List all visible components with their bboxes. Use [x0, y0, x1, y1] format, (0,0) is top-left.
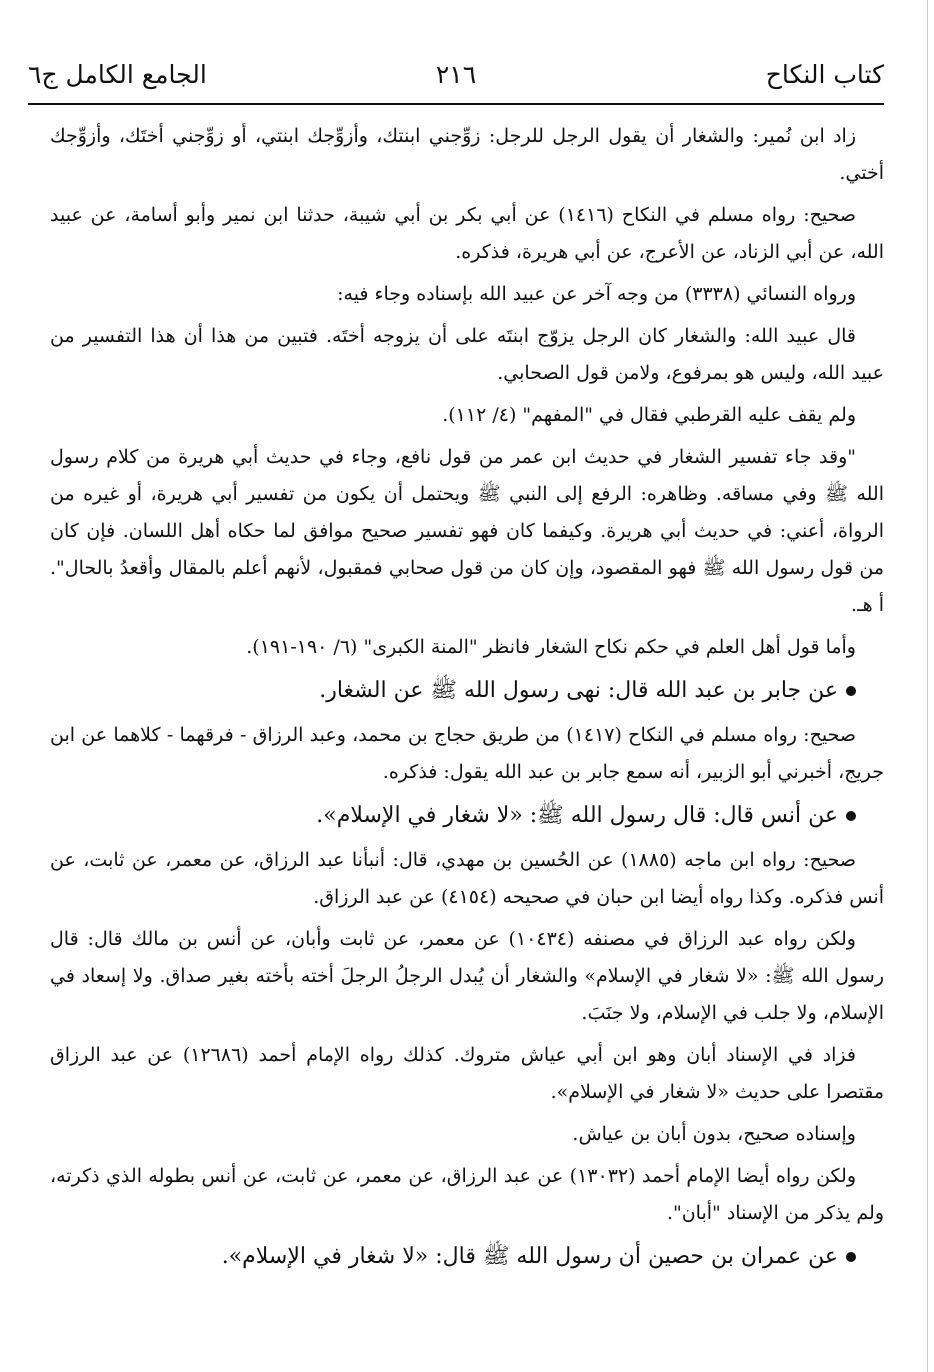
hadith-line: عن عمران بن حصين أن رسول الله ﷺ قال: «لا شغار في الإسلام».: [221, 1244, 838, 1269]
hadith-line: عن أنس قال: قال رسول الله ﷺ: «لا شغار في الإسلام».: [316, 803, 838, 828]
bullet-icon: [846, 1252, 856, 1262]
hadith-text: [50, 1237, 884, 1277]
paragraph: صحيح: رواه ابن ماجه (١٨٨٥) عن الحُسين بن مهدي، قال: أنبأنا عبد الرزاق، عن معمر، عن ثابت، عن أنس فذكره. وكذا رواه أيضا ابن حبان في صحيحه (٤١٥٤) عن عبد الرزاق.: [50, 849, 884, 908]
paragraph: وإسناده صحيح، بدون أبان بن عياش.: [572, 1123, 856, 1145]
paragraph: قال عبيد الله: والشغار كان الرجل يزوّج ابنتَه على أن يزوجه أختَه. فتبين من هذا أن هذا التفسير من عبيد الله، وليس هو بمرفوع، ولامن قول الصحابي.: [50, 325, 884, 384]
paragraph: "وقد جاء تفسير الشغار في حديث ابن عمر من قول نافع، وجاء في حديث أبي هريرة من كلام رسول الله ﷺ وفي مساقه. وظاهره: الرفع إلى النبي ﷺ ويحتمل أن يكون من تفسير أبي هريرة، أو غيره من الرواة، أعني: في حديث أبي هريرة. وكيفما كان فهو تفسير صحيح موافق لما حكاه أهل اللسان. فإن كان من قول رسول الله ﷺ فهو المقصود، وإن كان من قول صحابي فمقبول، لأنهم أعلم بالمقال وأقعدُ بالحال". أ هـ.: [50, 446, 884, 616]
hadith-line: عن جابر بن عبد الله قال: نهى رسول الله ﷺ عن الشغار.: [319, 678, 838, 703]
header-volume-title: الجامع الكامل ج٦: [28, 60, 207, 89]
paragraph: وأما قول أهل العلم في حكم نكاح الشغار فانظر "المنة الكبرى" (٦/ ١٩٠-١٩١).: [246, 636, 856, 658]
paragraph: صحيح: رواه مسلم في النكاح (١٤١٧) من طريق حجاج بن محمد، وعبد الرزاق - فرقهما - كلاهما عن ابن جريج، أخبرني أبو الزبير، أنه سمع جابر بن عبد الله يقول: فذكره.: [50, 724, 884, 783]
paragraph: ولم يقف عليه القرطبي فقال في "المفهم" (٤/ ١١٢).: [442, 404, 856, 426]
running-header: [28, 52, 884, 102]
hadith-text: [50, 671, 884, 711]
page-body: [50, 118, 884, 1283]
header-rule: [28, 103, 884, 105]
hadith-text: [50, 796, 884, 836]
header-page-number: ٢١٦: [435, 60, 477, 89]
page-edge: [927, 0, 928, 1372]
paragraph: ولكن رواه أيضا الإمام أحمد (١٣٠٣٢) عن عبد الرزاق، عن معمر، عن ثابت، عن أنس بطوله الذي ذكرته، ولم يذكر من الإسناد "أبان".: [50, 1165, 884, 1224]
paragraph: صحيح: رواه مسلم في النكاح (١٤١٦) عن أبي بكر بن أبي شيبة، حدثنا ابن نمير وأبو أسامة، عن عبيد الله، عن أبي الزناد، عن الأعرج، عن أبي هريرة، فذكره.: [50, 204, 884, 263]
paragraph: ولكن رواه عبد الرزاق في مصنفه (١٠٤٣٤) عن معمر، عن ثابت وأبان، عن أنس بن مالك قال: قال رسول الله ﷺ: «لا شغار في الإسلام» والشغار أن يُبدل الرجلُ الرجلَ أخته بأخته بغير صداق. ولا إسعاد في الإسلام، ولا جلب في الإسلام، ولا جنَبَ.: [50, 928, 884, 1024]
bullet-icon: [846, 811, 856, 821]
paragraph: زاد ابن نُمير: والشغار أن يقول الرجل للرجل: زوِّجني ابنتك، وأزوِّجك ابنتي، أو زوِّجني أختَك، وأزوِّجك أختي.: [50, 125, 884, 184]
bullet-icon: [846, 686, 856, 696]
paragraph: فزاد في الإسناد أبان وهو ابن أبي عياش متروك. كذلك رواه الإمام أحمد (١٢٦٨٦) عن عبد الرزاق مقتصرا على حديث «لا شغار في الإسلام».: [50, 1044, 884, 1103]
paragraph: ورواه النسائي (٣٣٣٨) من وجه آخر عن عبيد الله بإسناده وجاء فيه:: [337, 283, 856, 305]
header-book-title: كتاب النكاح: [765, 60, 884, 89]
